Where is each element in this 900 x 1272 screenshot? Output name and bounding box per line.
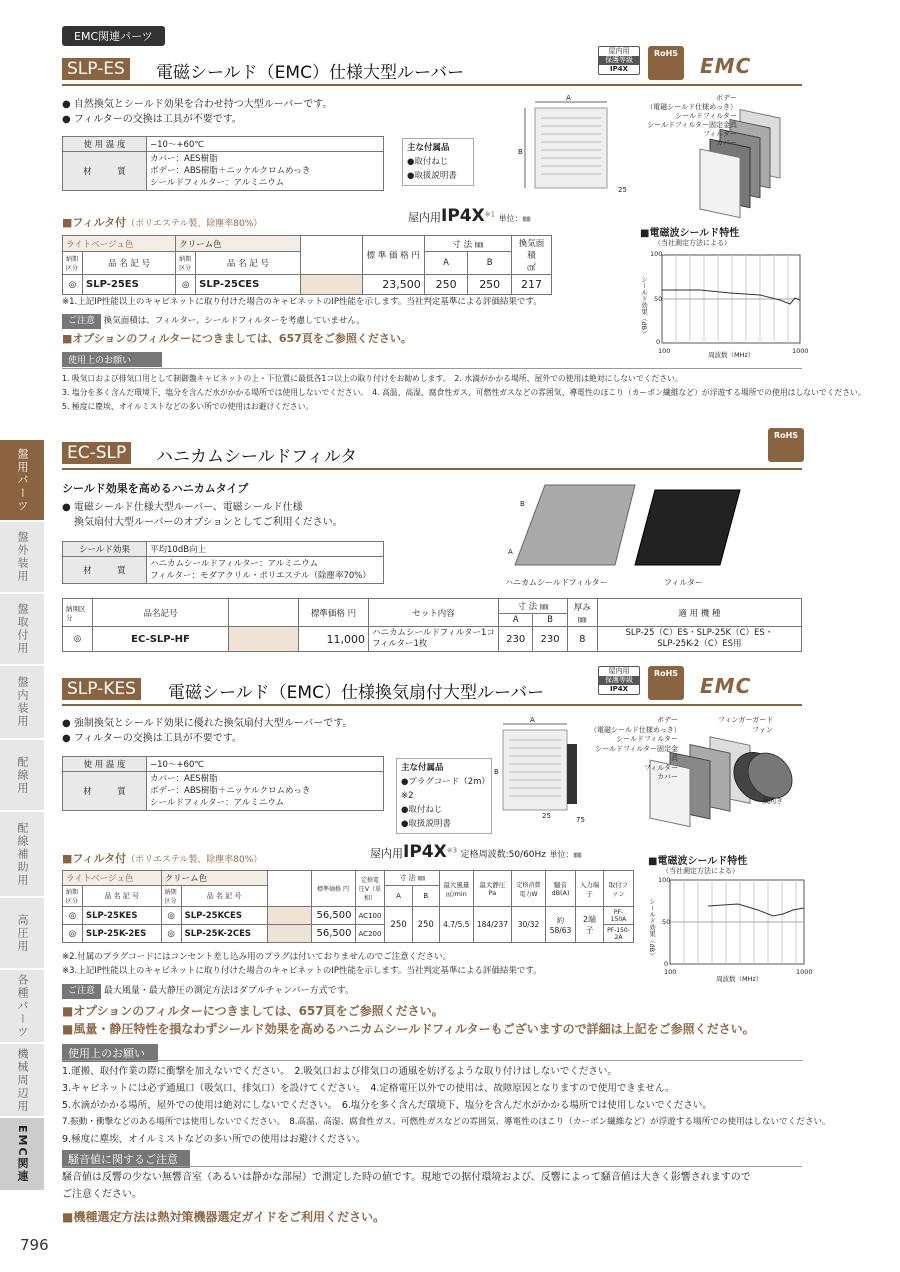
s2-rohs-badge: RoHS	[768, 428, 804, 462]
s1-caution: ご注意 換気面積は、フィルター、シールドフィルターを考慮していません。	[62, 314, 365, 329]
s1-graph-xlabel: 周波数（MHz）	[708, 351, 755, 359]
sidebar-item-wiring-aux[interactable]: 配線補助用	[0, 812, 44, 896]
sidebar-item-misc[interactable]: 各種パーツ	[0, 970, 44, 1042]
category-tag: EMC関連パーツ	[62, 26, 165, 46]
s1-filter-heading: ■フィルタ付（ポリエステル製、除塵率80%）	[62, 216, 263, 229]
s1-usage-label: 使用上のお願い	[62, 352, 162, 367]
s1-graph-y100: 100	[650, 250, 663, 258]
s3-graph-x100: 100	[664, 968, 677, 976]
s2-subtitle: シールド効果を高めるハニカムタイプ	[62, 482, 249, 495]
s3-dim-25: 25	[542, 812, 551, 820]
s1-ip-badge: 屋内用 保護等級 IP4X	[598, 46, 640, 75]
s3-option2: ■風量・静圧特性を損なわずシールド効果を高めるハニカムシールドフィルターもございますので詳細は上記をご参照ください。	[62, 1022, 755, 1036]
s3-ip-label: 屋内用$IP4X^{※3}$ 定格周波数:50/60Hz 単位：㎜	[370, 842, 582, 862]
s3-parts-labels-right: フィンガーガード ファン	[718, 716, 774, 734]
sidebar-item-wiring[interactable]: 配線用	[0, 740, 44, 810]
s1-product-table: ライトベージュ色 クリーム色 標 準 価 格 円 寸 法 ㎜ 換気面積 ㎠ 納期区分 品 名 記 号 納期区分 品 名 記 号 A B ◎ SLP-25ES ◎ SLP-25CES 23,500 250 250 217	[62, 235, 552, 295]
s1-graph-y0: 0	[656, 338, 661, 346]
s1-graph-y50: 50	[654, 295, 663, 303]
s3-airflow-label: 風向き	[762, 797, 783, 805]
s2-product-table: 納期区分 品名記号 標準価格 円 セット内容 寸 法 ㎜ 厚み㎜ 適 用 機 種 A B ◎ EC-SLP-HF 11,000 ハニカムシールドフィルター1コ フィルター1枚 230 230 8 SLP-25（C）ES・SLP-25K（C）ES・ SLP-25K-2（C）ES用	[62, 598, 802, 652]
s1-rohs-badge: RoHS	[648, 46, 684, 80]
s1-dim-25: 25	[618, 186, 627, 194]
sidebar-item-interior[interactable]: 盤内装用	[0, 666, 44, 738]
s3-option1: ■オプションのフィルターにつきましては、657頁をご参照ください。	[62, 1004, 444, 1018]
s3-dim-b: B	[494, 768, 499, 776]
s3-accessories: 主な付属品 ●プラグコード（2m）※2 ●取付ねじ ●取扱説明書	[396, 758, 492, 834]
s2-rule	[62, 468, 802, 470]
s2-img1-caption: ハニカムシールドフィルター	[505, 578, 608, 587]
sidebar-item-hv[interactable]: 高圧用	[0, 898, 44, 968]
s1-graph-ylabel: シールド効果（dB）	[640, 276, 648, 337]
sidebar-item-emc[interactable]: EMC関連	[0, 1118, 44, 1190]
s2-dim-a: A	[508, 548, 513, 556]
s2-dim-b: B	[520, 500, 525, 508]
s3-emc-logo: EMC	[700, 674, 752, 698]
s3-spec-table: 使 用 温 度 −10〜+60℃ 材 質 カバー：AES樹脂 ボデー：ABS樹脂＋ニッケルクロムめっき シールドフィルター：アルミニウム	[62, 756, 384, 811]
s1-graph-x100: 100	[658, 347, 671, 355]
s3-graph-sub: （当社測定方法による）	[662, 867, 739, 875]
s1-model: SLP-ES	[62, 58, 130, 80]
sidebar-item-mount[interactable]: 盤取付用	[0, 594, 44, 664]
s3-parts-labels: ボデー （電磁シールド仕様めっき） シールドフィルター シールドフィルター固定金具 フィルター カバー	[590, 716, 681, 781]
s3-caution: ご注意 最大風量・最大静圧の測定方法はダブルチャンバー方式です。	[62, 984, 354, 999]
s3-model: SLP-KES	[62, 678, 141, 700]
s1-title: 電磁シールド（EMC）仕様大型ルーバー	[156, 63, 465, 83]
s3-bullets: ● 強制換気とシールド効果に優れた換気扇付大型ルーバーです。 ● フィルターの交換は工具が不要です。	[62, 718, 353, 744]
s1-dim-b: B	[518, 148, 523, 156]
s1-accessories: 主な付属品 ●取付ねじ ●取扱説明書	[402, 138, 474, 186]
page-number: 796	[20, 1236, 49, 1254]
s3-dim-75: 75	[576, 816, 585, 824]
sidebar-item-machine[interactable]: 機械周辺用	[0, 1044, 44, 1116]
s3-graph-title: ■電磁波シールド特性	[648, 856, 748, 867]
sidebar-item-panel[interactable]: 盤用パーツ	[0, 440, 44, 520]
s1-dim-a: A	[566, 94, 571, 102]
s1-note1: ※1.上記IP性能以上のキャビネットに取り付けた場合のキャビネットのIP性能を示します。当社判定基準による評価結果です。	[62, 297, 542, 307]
s3-notes: ※2.付属のプラグコードにはコンセント差し込み用のプラグは付いておりませんのでご注意ください。 ※3.上記IP性能以上のキャビネットに取り付けた場合のキャビネットのIP性能を示します。当社判定基準による評価結果です。	[62, 952, 542, 976]
s2-model: EC-SLP	[62, 442, 131, 464]
s3-title: 電磁シールド（EMC）仕様換気扇付大型ルーバー	[168, 683, 545, 703]
s2-spec-table: シールド効果 平均10dB向上 材 質 ハニカムシールドフィルター：アルミニウム フィルター：モダアクリル・ポリエステル（除塵率70%）	[62, 541, 384, 584]
s3-ip-badge: 屋内用 保護等級 IP4X	[598, 666, 640, 695]
s3-usage-list: 1.運搬、取付作業の際に衝撃を加えないでください。 2.吸気口および排気口の通風を妨げるような取り付けはしないでください。 3.キャビネットには必ず通風口（吸気口、排気口）を設けてください。 4.定格電圧以外での使用は、故障原因となりますので使用できません。 5.水滴がかかる場所、屋外での使用は絶対にしないでください。 6.塩分を多く含んだ環境下、塩分を含んだ水がかかる場所では使用しないでください。 7.振動・衝撃などのある場所では使用しないでください。 8.高温、高湿、腐食性ガス、可燃性ガスなどの雰囲気、導電性のほこり（カーボン繊維など）が浮遊する場所での使用はしないでください。 9.極度に塵埃、オイルミストなどの多い所での使用はお避けください。	[62, 1066, 831, 1145]
s3-usage-rule	[62, 1060, 802, 1061]
s3-guide: ■機種選定方法は熱対策機器選定ガイドをご利用ください。	[62, 1210, 385, 1224]
s3-rule	[62, 704, 802, 706]
s2-img2-caption: フィルター	[664, 578, 704, 587]
s3-dim-a: A	[530, 716, 535, 724]
s3-louver-image	[495, 716, 605, 826]
s3-rohs-badge: RoHS	[648, 666, 684, 700]
s1-emc-logo: EMC	[700, 54, 752, 78]
s3-graph-ylabel: シールド効果（dB）	[648, 898, 656, 959]
s1-ip-label: 屋内用$IP4X^{※1}$ 単位：㎜	[408, 206, 531, 226]
s2-bullets: ● 電磁シールド仕様大型ルーバー、電磁シールド仕様 換気扇付大型ルーバーのオプションとしてご利用ください。	[62, 502, 343, 528]
s3-graph-y100: 100	[658, 876, 671, 884]
s2-filter-images	[505, 480, 745, 580]
s3-usage-label: 使用上のお願い	[62, 1044, 158, 1062]
sidebar-item-exterior[interactable]: 盤外装用	[0, 522, 44, 592]
s3-noise-label: 騒音値に関するご注意	[62, 1150, 190, 1168]
s1-usage-rule	[62, 368, 802, 369]
s3-noise-text: 騒音値は反響の少ない無響音室（あるいは静かな部屋）で測定した時の値です。現地での据付環境および、反響によって騒音値は大きく影響されますので ご注意ください。	[62, 1172, 751, 1200]
s3-noise-rule	[62, 1166, 802, 1167]
s1-graph-x1000: 1000	[792, 347, 809, 355]
s1-usage-list: 1. 吸気口および排気口用として制御盤キャビネットの上・下位置に最低各1コ以上の取り付けをお勧めします。 2. 水滴がかかる場所、屋外での使用は絶対にしないでください。 3. 塩分を多く含んだ環境下、塩分を含んだ水がかかる場所では使用しないでください。 4. 高温、高湿、腐食性ガス、可燃性ガスなどの雰囲気、導電性のほこり（カーボン繊維など）が浮遊する場所での使用はしないでください。 5. 極度に塵埃、オイルミストなどの多い所での使用はお避けください。	[62, 374, 866, 411]
s1-rule	[62, 84, 802, 86]
s3-graph-y0: 0	[664, 960, 669, 968]
s3-graph-x1000: 1000	[796, 968, 813, 976]
s1-bullets: ● 自然換気とシールド効果を合わせ持つ大型ルーバーです。 ● フィルターの交換は工具が不要です。	[62, 99, 333, 125]
s2-title: ハニカムシールドフィルタ	[156, 447, 358, 467]
s1-graph-sub: （当社測定方法による）	[654, 239, 731, 247]
s3-filter-heading: ■フィルタ付（ポリエステル製、除塵率80%）	[62, 852, 263, 865]
s1-louver-image	[515, 98, 630, 198]
s1-spec-table: 使 用 温 度 −10〜+60℃ 材 質 カバー：AES樹脂 ボデー：ABS樹脂＋ニッケルクロムめっき シールドフィルター：アルミニウム	[62, 136, 384, 191]
s3-shield-graph	[648, 876, 812, 976]
s3-graph-y50: 50	[662, 918, 671, 926]
s3-product-table: ライトベージュ色 クリーム色 標準価格 円 定格電圧V（単相） 寸 法 ㎜ 最大風量㎥/min 最大静圧Pa 定格消費電力W 騒音dB(A) 入力端子 取付ファン 納期区分 品 名 記 号 納期区分 品 名 記 号 A B ◎ SLP-25KES ◎ SLP-25KCES 56,500 AC100 250 250 4.7/5.5 184/237 30/32 約58/63 2端子 PF-150A ◎ SLP-25K-2ES ◎ SLP-25K-2CES 56,500 AC200 PF-150-2A	[62, 870, 634, 943]
s1-option: ■オプションのフィルターにつきましては、657頁をご参照ください。	[62, 332, 412, 345]
s1-parts-labels: ボデー （電磁シールド仕様めっき） シールドフィルター シールドフィルター固定金具 フィルター カバー	[646, 94, 737, 147]
s1-shield-graph	[640, 250, 810, 358]
s3-graph-xlabel: 周波数（MHz）	[716, 975, 763, 983]
s1-graph-title: ■電磁波シールド特性	[640, 228, 740, 239]
